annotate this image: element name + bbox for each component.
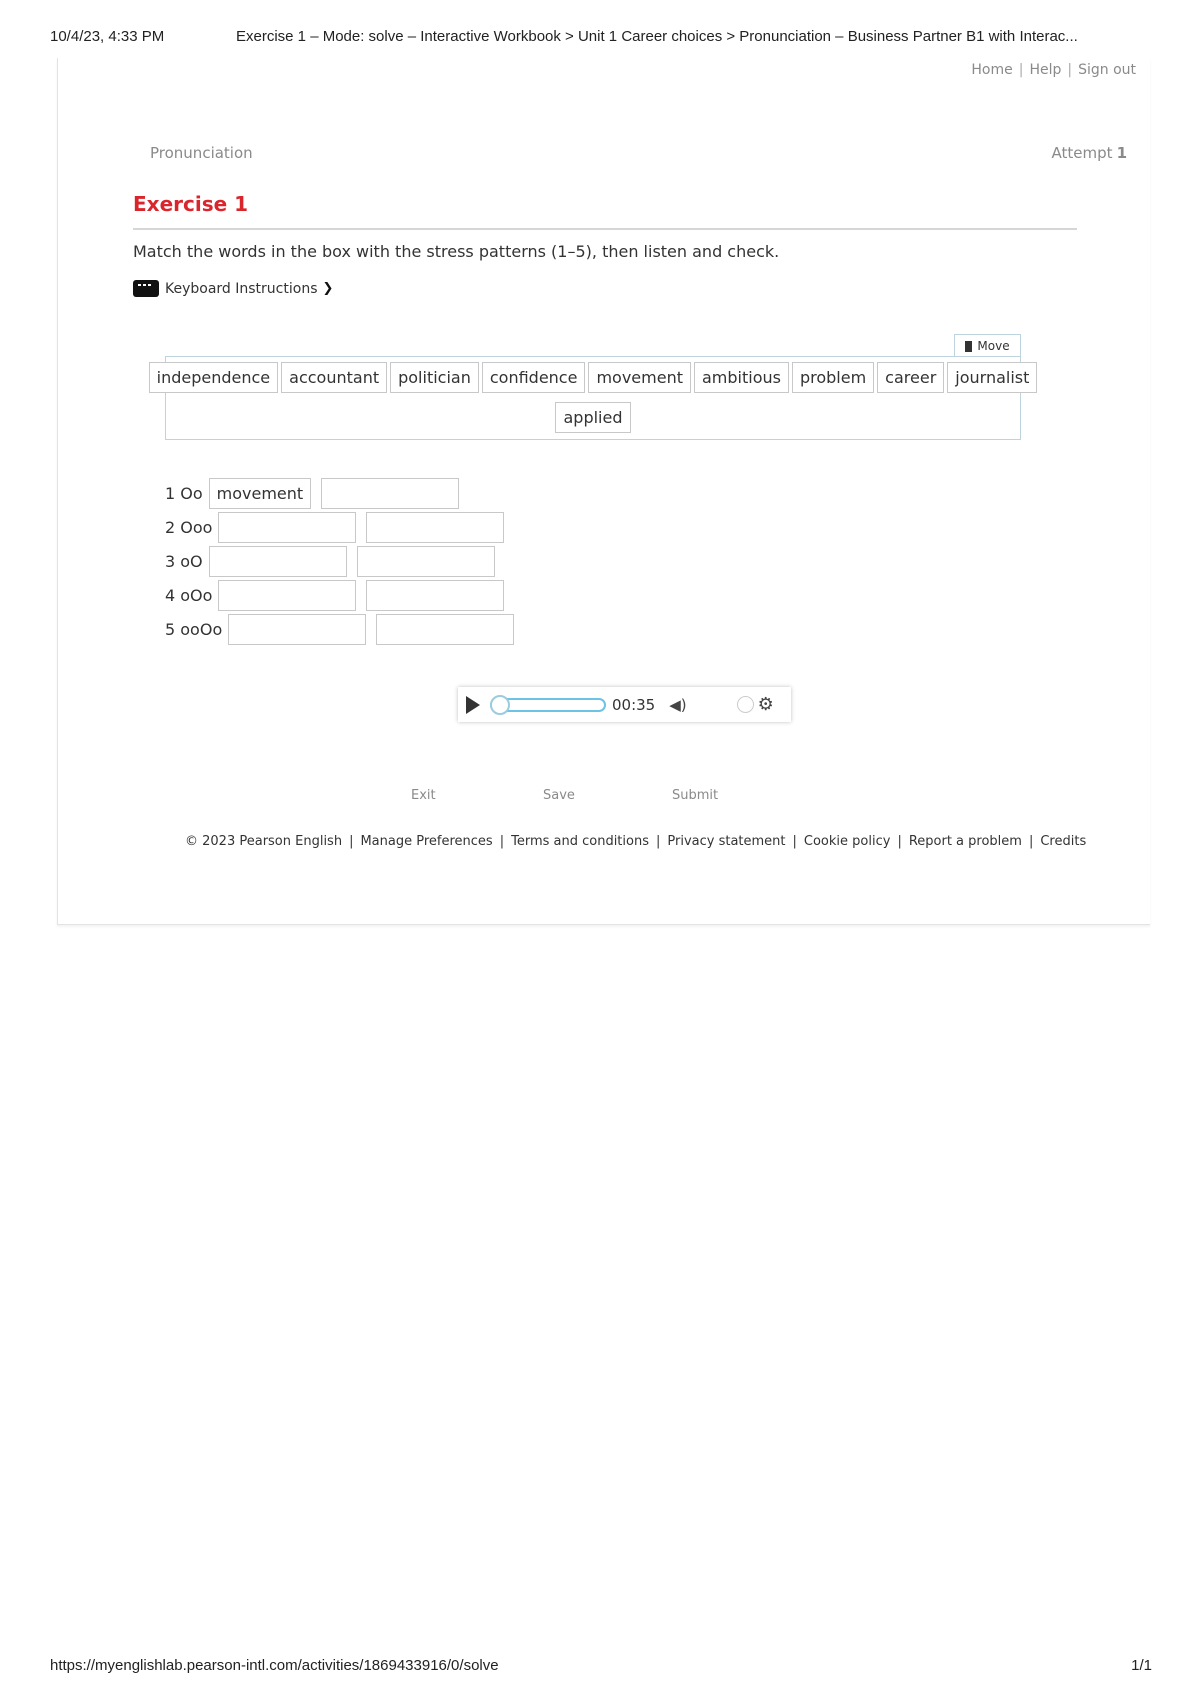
stress-row-1 [165,476,524,510]
stress-label: 2 Ooo [165,517,213,537]
report-problem-link[interactable]: Report a problem [908,834,1022,849]
print-page-number: 1/1 [1131,1657,1152,1674]
chevron-down-icon: ❯ [322,281,334,296]
move-handle[interactable] [954,334,1021,357]
home-link[interactable]: Home [971,62,1013,78]
stress-label: 4 oOo [165,585,213,605]
sign-out-link[interactable]: Sign out [1078,62,1136,78]
audio-time: 00:35 [612,695,656,714]
nav-separator: | [1067,62,1073,78]
terms-link[interactable]: Terms and conditions [511,834,649,849]
manage-preferences-link[interactable]: Manage Preferences [360,834,493,849]
word-chip-problem[interactable]: problem [792,362,874,393]
title-divider [133,228,1077,230]
play-icon[interactable] [466,696,480,714]
gear-icon[interactable]: ⚙ [757,694,774,715]
print-page-title: Exercise 1 – Mode: solve – Interactive Workbook > Unit 1 Career choices > Pronunciation – Business Partner B1 with Interac... [236,28,1078,45]
word-bank-row [156,362,1030,393]
copyright: © 2023 Pearson English [185,834,343,849]
stress-label: 5 ooOo [165,619,223,639]
credits-link[interactable]: Credits [1040,834,1087,849]
nav-separator: | [1018,62,1024,78]
answer-slot[interactable] [366,580,504,611]
audio-player [458,687,791,722]
help-link[interactable]: Help [1029,62,1062,78]
stress-row-5 [165,612,524,646]
word-chip-ambitious[interactable]: ambitious [694,362,789,393]
section-name: Pronunciation [150,144,253,162]
keyboard-instructions-toggle[interactable] [133,280,333,297]
answer-slot[interactable] [218,580,356,611]
submit-button[interactable]: Submit [672,788,719,803]
loading-spinner-icon [737,696,754,713]
word-bank-row [166,402,1020,433]
word-chip-confidence[interactable]: confidence [482,362,586,393]
exercise-instruction: Match the words in the box with the stress patterns (1–5), then listen and check. [133,242,780,261]
word-chip-applied[interactable]: applied [555,402,630,433]
exercise-title: Exercise 1 [133,192,249,216]
stress-label: 3 oO [165,551,203,571]
attempt-indicator [1052,144,1127,162]
answer-slot[interactable] [218,512,356,543]
answer-slot[interactable]: movement [209,478,312,509]
keyboard-instructions-label: Keyboard Instructions [165,280,318,297]
cookie-policy-link[interactable]: Cookie policy [803,834,891,849]
answer-slot[interactable] [209,546,347,577]
move-icon [965,341,972,352]
word-chip-accountant[interactable]: accountant [281,362,387,393]
attempt-label: Attempt [1051,144,1113,162]
save-button[interactable]: Save [543,788,575,803]
footer-links: © 2023 Pearson English | Manage Preferences | Terms and conditions | Privacy statement | Cookie policy | Report a problem | Credits [185,834,1087,849]
word-chip-career[interactable]: career [877,362,944,393]
answer-slot[interactable] [376,614,514,645]
answer-slot[interactable] [366,512,504,543]
stress-pattern-list [165,476,524,646]
activity-frame [57,58,1150,925]
top-nav [971,62,1136,78]
word-chip-politician[interactable]: politician [390,362,479,393]
word-chip-independence[interactable]: independence [149,362,279,393]
audio-progress-handle[interactable] [490,695,510,715]
stress-row-4 [165,578,524,612]
answer-slot[interactable] [228,614,366,645]
stress-label: 1 Oo [165,483,203,503]
attempt-number: 1 [1116,144,1127,162]
exit-button[interactable]: Exit [411,788,436,803]
word-chip-journalist[interactable]: journalist [947,362,1037,393]
move-label: Move [977,339,1010,353]
answer-slot[interactable] [321,478,459,509]
stress-row-3 [165,544,524,578]
privacy-link[interactable]: Privacy statement [667,834,786,849]
audio-progress-bar[interactable] [490,698,606,712]
print-date: 10/4/23, 4:33 PM [50,28,165,45]
answer-slot[interactable] [357,546,495,577]
print-url: https://myenglishlab.pearson-intl.com/activities/1869433916/0/solve [50,1657,499,1674]
keyboard-icon [133,280,159,297]
stress-row-2 [165,510,524,544]
word-chip-movement[interactable]: movement [588,362,691,393]
word-bank [156,356,1030,440]
volume-icon[interactable]: ◀) [669,695,687,714]
